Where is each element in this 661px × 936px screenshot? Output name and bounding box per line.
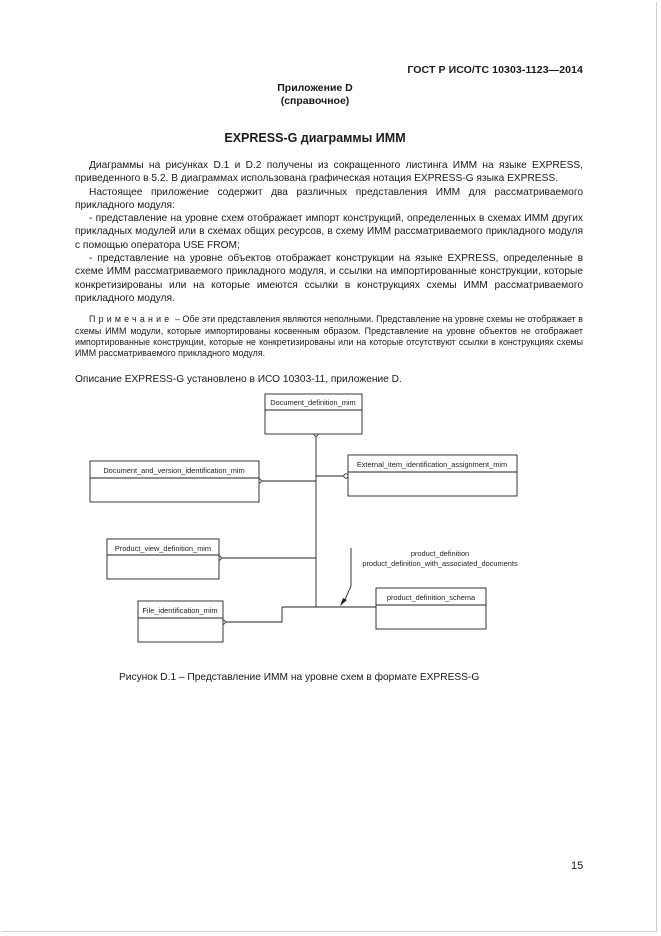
box-label-product-view: Product_view_definition_mim xyxy=(114,544,212,553)
document-code: ГОСТ Р ИСО/ТС 10303-1123—2014 xyxy=(407,64,583,76)
note-label: Примечание xyxy=(89,314,173,325)
note-dash: – xyxy=(172,314,183,325)
connector-circle xyxy=(344,474,348,478)
use-from-label-line1: product_definition xyxy=(410,549,470,558)
note-text: Обе эти представления являются неполными. Представление на уровне схемы не отображает в схемы ИММ модули, которые импортированы косвенным образом. Представление на уровне объектов не отображает импортированные конструкции, которые не конкретизированы или на которые отсутствуют ссылки в конструкциях схемы ИММ рассматриваемого прикладного модуля. xyxy=(75,314,583,359)
appendix-subtitle: (справочное) xyxy=(280,95,350,107)
appendix-title: Приложение D xyxy=(277,82,353,94)
box-label-external-item: External_item_identification_assignment_mim xyxy=(356,460,508,469)
page-number: 15 xyxy=(571,860,584,872)
figure-caption: Рисунок D.1 – Представление ИММ на уровне схем в формате EXPRESS-G xyxy=(119,672,480,683)
use-from-arrow-line xyxy=(344,548,351,602)
list-item-object-level: - представление на уровне объектов отображает конструкции на языке EXPRESS, определенные в схеме ИММ рассматриваемого прикладного модуля, и ссылки на импортированные конструкции, которые конкретизированы или на которые имеются ссылки в конструкциях схемы ИММ рассматриваемого прикладного модуля. xyxy=(75,253,583,304)
section-title: EXPRESS-G диаграммы ИММ xyxy=(224,131,406,145)
paragraph-intro: Диаграммы на рисунках D.1 и D.2 получены из сокращенного листинга ИММ на языке EXPRESS, приведенного в 5.2. В диаграммах использована графическая нотация EXPRESS-G языка EXPRESS. xyxy=(75,160,583,185)
use-from-arrowhead xyxy=(340,598,347,606)
express-g-description: Описание EXPRESS-G установлено в ИСО 10303-11, приложение D. xyxy=(75,374,402,385)
box-label-document-definition: Document_definition_mim xyxy=(270,398,356,407)
paragraph-representations: Настоящее приложение содержит два различных представления ИММ для рассматриваемого прикладного модуля: xyxy=(75,186,583,211)
box-label-file-identification: File_identification_mim xyxy=(142,606,218,615)
box-label-product-definition-schema: product_definition_schema xyxy=(386,593,476,602)
box-label-document-and-version: Document_and_version_identification_mim xyxy=(103,466,245,475)
list-item-schema-level: - представление на уровне схем отображает импорт конструкций, определенных в схемах ИММ других прикладных модулей или в схемах общих ресурсов, в схему ИММ рассматриваемого прикладного модуля с помощью оператора USE FROM; xyxy=(75,213,583,251)
use-from-label-line2: product_definition_with_associated_documents xyxy=(362,559,518,568)
